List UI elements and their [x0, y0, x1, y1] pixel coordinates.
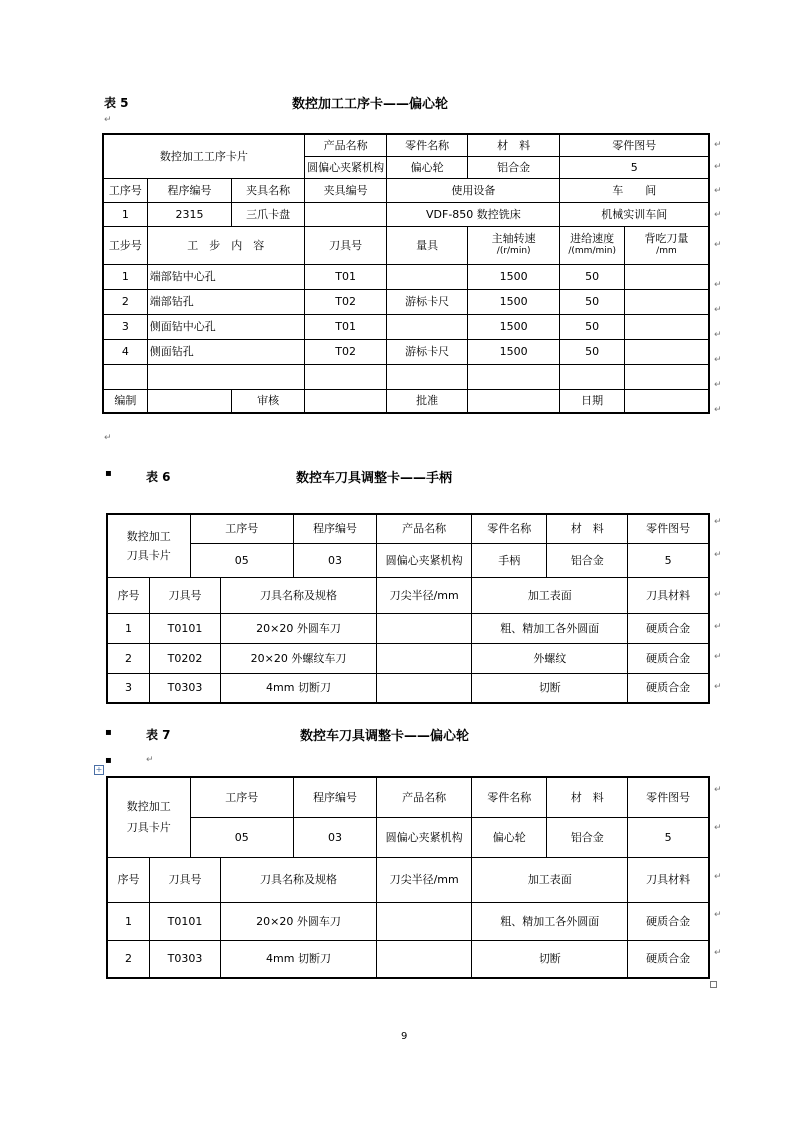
header-material: 材 料 — [547, 514, 628, 543]
page-number: 9 — [401, 1031, 408, 1042]
feed-unit: /(mm/min) — [568, 246, 616, 256]
row-end-mark: ↵ — [714, 355, 722, 365]
list-bullet: ▪ — [105, 755, 112, 766]
row-spec: 4mm 切断刀 — [220, 673, 376, 703]
table-row — [103, 314, 709, 339]
header-surface: 加工表面 — [472, 857, 628, 902]
row-seq: 1 — [107, 902, 150, 940]
header-product-name: 产品名称 — [304, 134, 387, 156]
table5-title: 数控加工工序卡——偏心轮 — [292, 97, 449, 112]
depth-unit: /mm — [656, 246, 677, 256]
header-process-no: 工序号 — [103, 178, 147, 202]
row-seq: 1 — [107, 613, 150, 643]
row-surface: 切断 — [472, 673, 628, 703]
value-part-name: 手柄 — [472, 543, 547, 577]
step-gauge: 游标卡尺 — [387, 289, 468, 314]
table-row-empty — [103, 364, 709, 389]
header-part-name: 零件名称 — [472, 514, 547, 543]
row-end-mark: ↵ — [714, 517, 722, 527]
step-content: 端部钻孔 — [147, 289, 304, 314]
row-spec: 20×20 外圆车刀 — [220, 613, 376, 643]
value-material: 铝合金 — [547, 817, 628, 857]
row-end-mark: ↵ — [714, 785, 722, 795]
signature-row — [103, 389, 709, 413]
header-gauge: 量具 — [387, 226, 468, 264]
reviewed-value — [304, 389, 387, 413]
step-tool: T02 — [304, 339, 387, 364]
approved-value — [467, 389, 560, 413]
step-content: 侧面钻孔 — [147, 339, 304, 364]
value-fixture-no — [304, 202, 387, 226]
header-tool-spec: 刀具名称及规格 — [220, 577, 376, 613]
table-row — [103, 289, 709, 314]
spindle-unit: /(r/min) — [496, 246, 531, 256]
process-card-table — [102, 133, 710, 414]
step-feed: 50 — [560, 339, 624, 364]
row-surface: 粗、精加工各外圆面 — [472, 902, 628, 940]
empty-cell — [304, 364, 387, 389]
row-tool: T0101 — [150, 613, 221, 643]
empty-cell — [624, 364, 709, 389]
step-depth — [624, 314, 709, 339]
step-depth — [624, 339, 709, 364]
row-end-mark: ↵ — [714, 590, 722, 600]
card-label — [107, 777, 190, 857]
step-gauge — [387, 314, 468, 339]
row-end-mark: ↵ — [714, 622, 722, 632]
value-material: 铝合金 — [547, 543, 628, 577]
row-seq: 3 — [107, 673, 150, 703]
row-spec: 20×20 外螺纹车刀 — [220, 643, 376, 673]
header-program-no: 程序编号 — [293, 777, 376, 817]
value-fixture-name: 三爪卡盘 — [232, 202, 305, 226]
header-tool-spec: 刀具名称及规格 — [220, 857, 376, 902]
value-drawing-no: 5 — [628, 817, 709, 857]
paragraph-mark: ↵ — [104, 433, 112, 443]
row-end-mark: ↵ — [714, 682, 722, 692]
feed-label: 进给速度 — [570, 232, 615, 245]
header-material: 材 料 — [547, 777, 628, 817]
row-end-mark: ↵ — [714, 405, 722, 415]
step-gauge: 游标卡尺 — [387, 339, 468, 364]
value-process-no: 05 — [190, 543, 293, 577]
table-row — [107, 673, 709, 703]
value-program-no: 2315 — [147, 202, 232, 226]
row-spec: 20×20 外圆车刀 — [220, 902, 376, 940]
header-tool-material: 刀具材料 — [628, 857, 709, 902]
header-product-name: 产品名称 — [377, 777, 472, 817]
table-row — [103, 264, 709, 289]
step-feed: 50 — [560, 289, 624, 314]
card-label: 数控加工工序卡片 — [103, 134, 304, 178]
table7-caption: 表 7 — [146, 728, 171, 742]
header-product-name: 产品名称 — [377, 514, 472, 543]
row-radius — [377, 902, 472, 940]
step-feed: 50 — [560, 314, 624, 339]
row-surface: 外螺纹 — [472, 643, 628, 673]
header-workshop: 车 间 — [560, 178, 709, 202]
step-no: 2 — [103, 289, 147, 314]
compiled-label: 编制 — [103, 389, 147, 413]
row-surface: 粗、精加工各外圆面 — [472, 613, 628, 643]
paragraph-mark: ↵ — [104, 115, 112, 125]
table-row — [107, 643, 709, 673]
depth-label: 背吃刀量 — [644, 232, 689, 245]
row-tool: T0303 — [150, 940, 221, 978]
card-label-line2: 刀具卡片 — [126, 548, 171, 562]
table-row — [107, 902, 709, 940]
row-end-mark: ↵ — [714, 330, 722, 340]
value-product-name: 圆偏心夹紧机构 — [377, 543, 472, 577]
reviewed-label: 审核 — [232, 389, 305, 413]
spindle-label: 主轴转速 — [491, 232, 536, 245]
header-drawing-no: 零件图号 — [628, 777, 709, 817]
header-process-no: 工序号 — [190, 777, 293, 817]
row-radius — [377, 643, 472, 673]
table5-caption: 表 5 — [104, 96, 129, 110]
row-material: 硬质合金 — [628, 673, 709, 703]
card-label-line1: 数控加工 — [126, 529, 171, 543]
header-nose-radius: 刀尖半径/mm — [377, 857, 472, 902]
step-depth — [624, 289, 709, 314]
header-seq: 序号 — [107, 577, 150, 613]
value-process-no: 05 — [190, 817, 293, 857]
header-tool-no: 刀具号 — [150, 857, 221, 902]
table-row — [107, 613, 709, 643]
table-resize-handle[interactable] — [710, 981, 717, 988]
header-step-content: 工 步 内 容 — [147, 226, 304, 264]
table6-caption: 表 6 — [146, 470, 171, 484]
step-no: 3 — [103, 314, 147, 339]
row-end-mark: ↵ — [714, 240, 722, 250]
row-end-mark: ↵ — [714, 380, 722, 390]
header-step-no: 工步号 — [103, 226, 147, 264]
row-radius — [377, 673, 472, 703]
row-seq: 2 — [107, 643, 150, 673]
row-tool: T0303 — [150, 673, 221, 703]
header-cut-depth — [624, 226, 709, 264]
header-feed-rate — [560, 226, 624, 264]
value-drawing-no: 5 — [560, 156, 709, 178]
step-feed: 50 — [560, 264, 624, 289]
table6-title: 数控车刀具调整卡——手柄 — [296, 471, 453, 486]
value-part-name: 偏心轮 — [472, 817, 547, 857]
header-drawing-no: 零件图号 — [628, 514, 709, 543]
step-speed: 1500 — [467, 339, 560, 364]
date-label: 日期 — [560, 389, 624, 413]
row-radius — [377, 613, 472, 643]
empty-cell — [103, 364, 147, 389]
value-program-no: 03 — [293, 543, 376, 577]
header-material: 材 料 — [467, 134, 560, 156]
header-process-no: 工序号 — [190, 514, 293, 543]
value-process-no: 1 — [103, 202, 147, 226]
header-tool-material: 刀具材料 — [628, 577, 709, 613]
date-value — [624, 389, 709, 413]
row-end-mark: ↵ — [714, 210, 722, 220]
row-end-mark: ↵ — [714, 823, 722, 833]
value-program-no: 03 — [293, 817, 376, 857]
list-bullet: ▪ — [105, 468, 112, 479]
step-tool: T01 — [304, 314, 387, 339]
row-seq: 2 — [107, 940, 150, 978]
step-speed: 1500 — [467, 289, 560, 314]
value-material: 铝合金 — [467, 156, 560, 178]
table-row — [107, 940, 709, 978]
row-material: 硬质合金 — [628, 643, 709, 673]
empty-cell — [147, 364, 304, 389]
row-material: 硬质合金 — [628, 940, 709, 978]
value-equipment: VDF-850 数控铣床 — [387, 202, 560, 226]
tool-card-table-2 — [106, 776, 710, 979]
list-bullet: ▪ — [105, 727, 112, 738]
table7-title: 数控车刀具调整卡——偏心轮 — [300, 729, 470, 744]
header-equipment: 使用设备 — [387, 178, 560, 202]
step-content: 端部钻中心孔 — [147, 264, 304, 289]
step-content: 侧面钻中心孔 — [147, 314, 304, 339]
compiled-value — [147, 389, 232, 413]
row-material: 硬质合金 — [628, 613, 709, 643]
step-speed: 1500 — [467, 314, 560, 339]
step-depth — [624, 264, 709, 289]
value-part-name: 偏心轮 — [387, 156, 468, 178]
header-fixture-no: 夹具编号 — [304, 178, 387, 202]
approved-label: 批准 — [387, 389, 468, 413]
step-gauge — [387, 264, 468, 289]
card-label-line1: 数控加工 — [126, 800, 171, 814]
row-surface: 切断 — [472, 940, 628, 978]
row-tool: T0101 — [150, 902, 221, 940]
header-spindle-speed — [467, 226, 560, 264]
row-tool: T0202 — [150, 643, 221, 673]
row-end-mark: ↵ — [714, 550, 722, 560]
value-product-name: 圆偏心夹紧机构 — [304, 156, 387, 178]
row-end-mark: ↵ — [714, 910, 722, 920]
table-row — [103, 339, 709, 364]
row-spec: 4mm 切断刀 — [220, 940, 376, 978]
row-end-mark: ↵ — [714, 140, 722, 150]
header-tool-no: 刀具号 — [304, 226, 387, 264]
value-drawing-no: 5 — [628, 543, 709, 577]
step-no: 4 — [103, 339, 147, 364]
table-move-handle-icon[interactable]: + — [95, 765, 103, 774]
row-end-mark: ↵ — [714, 162, 722, 172]
tool-card-table-1 — [106, 513, 710, 704]
header-seq: 序号 — [107, 857, 150, 902]
header-nose-radius: 刀尖半径/mm — [377, 577, 472, 613]
paragraph-mark: ↵ — [146, 755, 154, 765]
step-no: 1 — [103, 264, 147, 289]
header-surface: 加工表面 — [472, 577, 628, 613]
row-end-mark: ↵ — [714, 872, 722, 882]
step-speed: 1500 — [467, 264, 560, 289]
row-end-mark: ↵ — [714, 652, 722, 662]
row-radius — [377, 940, 472, 978]
header-drawing-no: 零件图号 — [560, 134, 709, 156]
step-tool: T01 — [304, 264, 387, 289]
header-part-name: 零件名称 — [387, 134, 468, 156]
empty-cell — [467, 364, 560, 389]
row-end-mark: ↵ — [714, 948, 722, 958]
value-workshop: 机械实训车间 — [560, 202, 709, 226]
header-program-no: 程序编号 — [147, 178, 232, 202]
step-tool: T02 — [304, 289, 387, 314]
header-fixture-name: 夹具名称 — [232, 178, 305, 202]
card-label-line2: 刀具卡片 — [126, 821, 171, 835]
row-end-mark: ↵ — [714, 305, 722, 315]
header-tool-no: 刀具号 — [150, 577, 221, 613]
row-end-mark: ↵ — [714, 186, 722, 196]
empty-cell — [560, 364, 624, 389]
header-part-name: 零件名称 — [472, 777, 547, 817]
value-product-name: 圆偏心夹紧机构 — [377, 817, 472, 857]
card-label — [107, 514, 190, 577]
empty-cell — [387, 364, 468, 389]
row-end-mark: ↵ — [714, 280, 722, 290]
header-program-no: 程序编号 — [293, 514, 376, 543]
row-material: 硬质合金 — [628, 902, 709, 940]
